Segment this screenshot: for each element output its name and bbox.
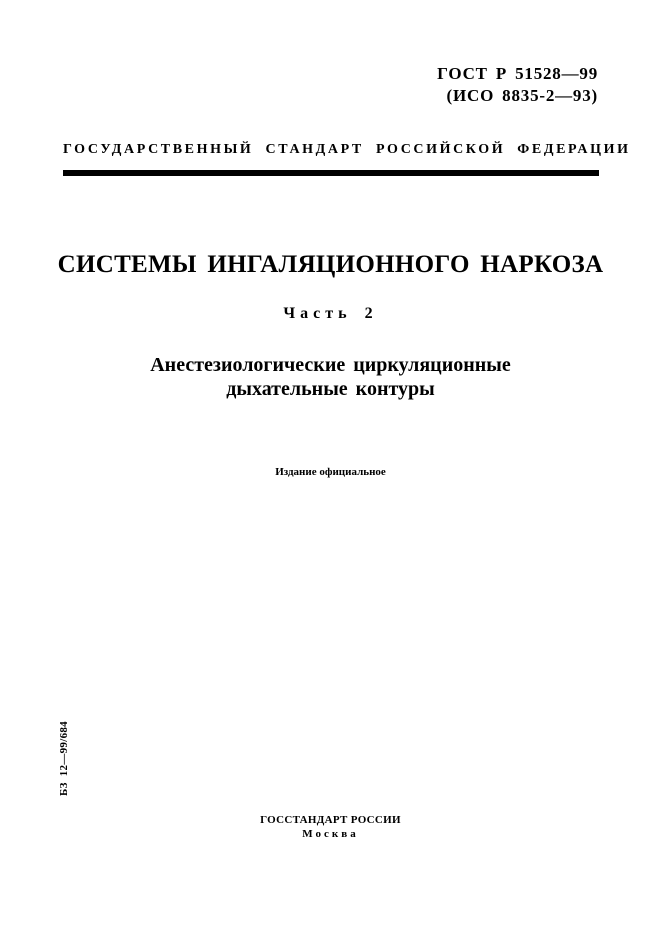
subtitle-line-2: дыхательные контуры <box>226 378 435 400</box>
part-label: Часть 2 <box>283 305 378 322</box>
side-registration-code: БЗ 12—99/684 <box>58 721 70 796</box>
standard-designation-block <box>437 63 598 107</box>
document-title: СИСТЕМЫ ИНГАЛЯЦИОННОГО НАРКОЗА <box>57 251 604 278</box>
iso-equivalent: (ИСО 8835-2—93) <box>446 86 598 105</box>
publisher-name: ГОССТАНДАРТ РОССИИ <box>260 814 401 826</box>
document-subtitle <box>0 353 661 401</box>
header-rule <box>63 170 599 176</box>
publisher-city: Москва <box>302 828 359 840</box>
publisher-block <box>0 813 661 841</box>
standard-number: ГОСТ Р 51528—99 <box>437 64 598 83</box>
subtitle-line-1: Анестезиологические циркуляционные <box>150 354 511 376</box>
edition-note: Издание официальное <box>275 466 386 478</box>
organization-header: ГОСУДАРСТВЕННЫЙ СТАНДАРТ РОССИЙСКОЙ ФЕДЕРАЦИИ <box>63 142 631 157</box>
